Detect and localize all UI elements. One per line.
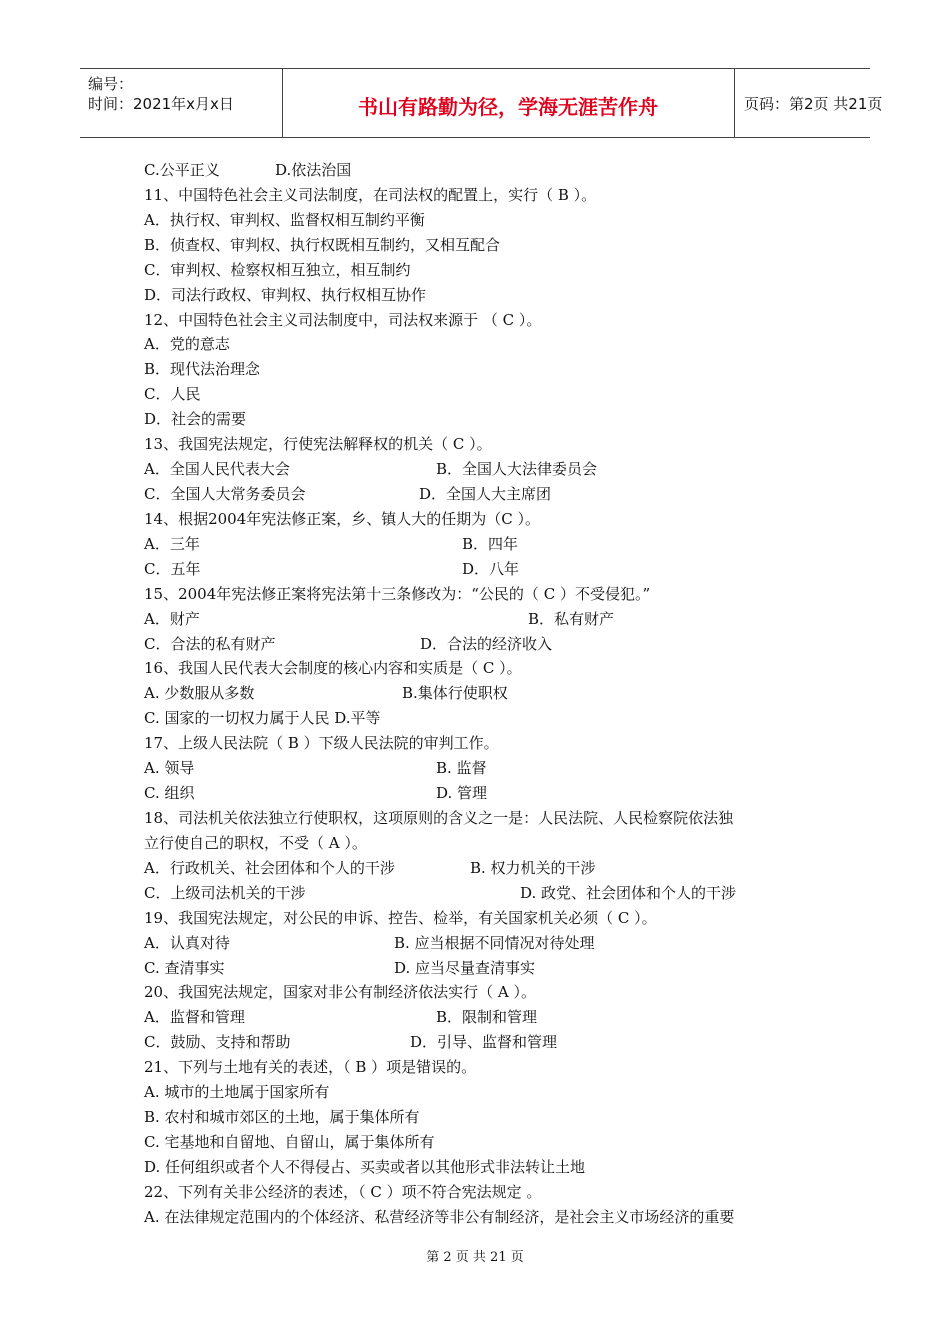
text-line	[144, 632, 814, 657]
text-line	[144, 1030, 814, 1055]
text-line	[144, 781, 814, 806]
text-run: B. 应当根据不同情况对待处理	[394, 933, 595, 952]
text-line	[144, 382, 814, 407]
text-run: B.集体行使职权	[402, 684, 508, 703]
text-run: B. 监督	[436, 759, 487, 778]
text-run: D. 任何组织或者个人不得侵占、买卖或者以其他形式非法转让土地	[144, 1157, 586, 1176]
text-line	[144, 283, 814, 308]
text-line	[144, 1180, 814, 1205]
text-line	[144, 1105, 814, 1130]
text-run: A．党的意志	[144, 335, 230, 354]
text-run: 立行使自己的职权，不受（ A ）。	[144, 833, 367, 852]
text-line	[144, 233, 814, 258]
text-run: 14、根据2004年宪法修正案，乡、镇人大的任期为（C ）。	[144, 509, 541, 528]
text-run: D．全国人大主席团	[419, 484, 552, 503]
text-run: D. 应当尽量查清事实	[394, 958, 536, 977]
text-line	[144, 208, 814, 233]
text-run: A．全国人民代表大会	[144, 460, 290, 479]
text-line	[144, 532, 814, 557]
text-run: 21、下列与土地有关的表述，（ B ）项是错误的。	[144, 1058, 477, 1077]
text-run: C．人民	[144, 385, 201, 404]
text-run: C．五年	[144, 559, 201, 578]
text-run: A. 城市的土地属于国家所有	[144, 1083, 330, 1102]
text-run: B．限制和管理	[436, 1008, 538, 1027]
text-run: C．上级司法机关的干涉	[144, 883, 306, 902]
text-run: C. 组织	[144, 784, 195, 803]
text-run: 17、上级人民法院（ B ）下级人民法院的审判工作。	[144, 734, 499, 753]
text-run: B．全国人大法律委员会	[436, 460, 598, 479]
text-line	[144, 856, 814, 881]
text-run: C. 国家的一切权力属于人民 D.平等	[144, 709, 381, 728]
text-line	[144, 756, 814, 781]
text-run: 18、司法机关依法独立行使职权，这项原则的含义之一是：人民法院、人民检察院依法独	[144, 808, 734, 827]
text-run: D. 管理	[436, 784, 488, 803]
text-run: D．引导、监督和管理	[410, 1033, 558, 1052]
text-line	[144, 432, 814, 457]
text-run: 22、下列有关非公经济的表述，（ C ）项不符合宪法规定 。	[144, 1182, 542, 1201]
text-line	[144, 582, 814, 607]
header-left-cell	[80, 69, 283, 137]
text-run: 15、2004年宪法修正案将宪法第十三条修改为：“公民的（ C ）不受侵犯。”	[144, 584, 651, 603]
text-run: C. 宅基地和自留地、自留山，属于集体所有	[144, 1132, 435, 1151]
text-run: B. 农村和城市郊区的土地，属于集体所有	[144, 1108, 420, 1127]
text-run: C．审判权、检察权相互独立，相互制约	[144, 260, 411, 279]
text-line	[144, 881, 814, 906]
text-run: 13、我国宪法规定，行使宪法解释权的机关（ C ）。	[144, 435, 492, 454]
text-line	[144, 831, 814, 856]
text-run: D.依法治国	[275, 161, 352, 179]
text-run: 20、我国宪法规定，国家对非公有制经济依法实行（ A ）。	[144, 983, 536, 1002]
text-run: D．社会的需要	[144, 410, 247, 429]
text-line	[144, 1055, 814, 1080]
text-line	[144, 258, 814, 283]
text-line	[144, 1080, 814, 1105]
text-run: C．合法的私有财产	[144, 634, 276, 653]
header-right-cell	[734, 69, 883, 137]
text-run: A. 领导	[144, 759, 195, 778]
text-run: B．侦查权、审判权、执行权既相互制约，又相互配合	[144, 235, 501, 254]
text-line	[144, 183, 814, 208]
page-header	[80, 68, 883, 138]
text-line	[144, 357, 814, 382]
text-line	[144, 482, 814, 507]
text-run: B．私有财产	[528, 609, 615, 628]
text-line	[144, 332, 814, 357]
text-line	[144, 607, 814, 632]
text-run: D．合法的经济收入	[420, 634, 553, 653]
text-run: A．监督和管理	[144, 1008, 245, 1027]
text-line	[144, 407, 814, 432]
text-run: A．三年	[144, 534, 200, 553]
text-run: B．四年	[462, 534, 519, 553]
text-run: 19、我国宪法规定，对公民的申诉、控告、检举，有关国家机关必须（ C ）。	[144, 908, 657, 927]
text-run: C．鼓励、支持和帮助	[144, 1033, 291, 1052]
number-label: 编号：	[88, 75, 134, 93]
text-line	[144, 1005, 814, 1030]
text-line	[144, 507, 814, 532]
text-run: B. 权力机关的干涉	[470, 858, 596, 877]
text-line	[144, 1130, 814, 1155]
text-run: A．认真对待	[144, 933, 230, 952]
text-run: D．司法行政权、审判权、执行权相互协作	[144, 285, 427, 304]
text-run: A．行政机关、社会团体和个人的干涉	[144, 858, 395, 877]
header-middle-cell	[282, 69, 735, 137]
text-line	[144, 1155, 814, 1180]
text-line	[144, 706, 814, 731]
text-line	[144, 557, 814, 582]
text-line	[144, 1205, 814, 1230]
text-line	[144, 906, 814, 931]
page-info: 页码：第2页 共21页	[744, 95, 883, 113]
text-run: A．财产	[144, 609, 200, 628]
text-line	[144, 158, 814, 183]
text-run: 16、我国人民代表大会制度的核心内容和实质是（ C ）。	[144, 659, 522, 678]
text-line	[144, 956, 814, 981]
text-run: B．现代法治理念	[144, 360, 261, 379]
text-run: A. 少数服从多数	[144, 684, 255, 703]
text-line	[144, 457, 814, 482]
text-run: 11、中国特色社会主义司法制度，在司法权的配置上，实行（ B ）。	[144, 185, 597, 204]
question-list	[144, 158, 814, 1230]
text-run: C. 查清事实	[144, 958, 225, 977]
text-run: D. 政党、社会团体和个人的干涉	[520, 883, 737, 902]
page-footer: 第 2 页 共 21 页	[426, 1250, 524, 1265]
text-run: A. 在法律规定范围内的个体经济、私营经济等非公有制经济，是社会主义市场经济的重要	[144, 1207, 735, 1226]
text-run: D．八年	[462, 559, 520, 578]
text-run: C．全国人大常务委员会	[144, 484, 306, 503]
text-run: A．执行权、审判权、监督权相互制约平衡	[144, 210, 425, 229]
motto-text: 书山有路勤为径，学海无涯苦作舟	[358, 95, 658, 119]
text-line	[144, 308, 814, 333]
text-run: 12、中国特色社会主义司法制度中，司法权来源于 （ C ）。	[144, 310, 542, 329]
text-line	[144, 980, 814, 1005]
text-line	[144, 931, 814, 956]
text-line	[144, 806, 814, 831]
text-line	[144, 731, 814, 756]
text-run: C.公平正义	[144, 161, 220, 179]
text-line	[144, 681, 814, 706]
time-label: 时间：2021年x月x日	[88, 95, 234, 113]
text-line	[144, 656, 814, 681]
